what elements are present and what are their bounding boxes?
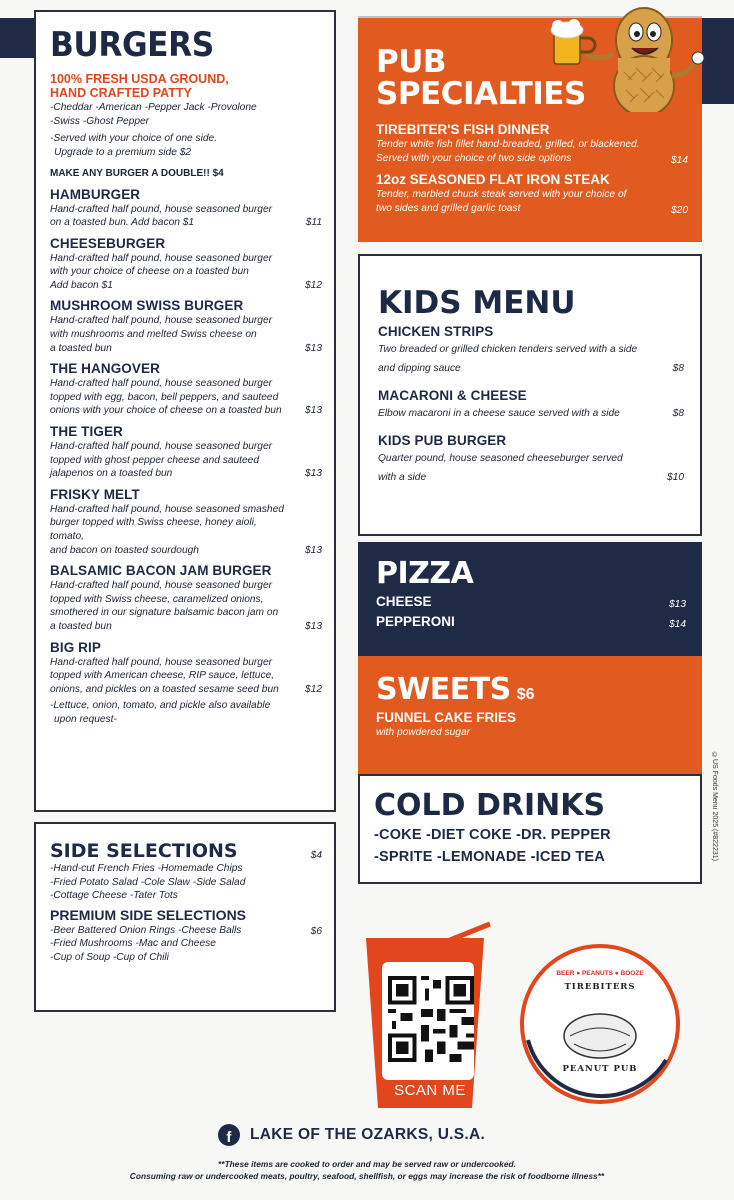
pizza-item-price: $14 <box>669 619 686 630</box>
burgers-subtitle-line2: HAND CRAFTED PATTY <box>50 86 192 100</box>
kids-item-description-line: with a side <box>378 472 427 483</box>
burger-item <box>50 640 322 697</box>
pub-item-description-line: Served with your choice of two side options <box>376 153 572 164</box>
burger-item <box>50 563 322 633</box>
pub-items-list <box>376 122 688 216</box>
kids-item-description <box>378 340 684 378</box>
burger-description-line: a toasted bun <box>50 620 112 632</box>
burger-item <box>50 487 322 557</box>
burgers-subtitle-line1: 100% FRESH USDA GROUND, <box>50 72 229 86</box>
kids-item <box>378 324 684 378</box>
funnel-cake-fries: FUNNEL CAKE FRIES <box>376 710 517 725</box>
burger-description-line: Hand-crafted half pound, house seasoned burger <box>50 378 273 390</box>
burgers-panel <box>34 10 336 812</box>
side-line: -Fried Potato Salad -Cole Slaw -Side Salad <box>50 876 246 888</box>
sides-panel <box>34 822 336 1012</box>
burger-price: $13 <box>305 544 322 556</box>
burger-price: $13 <box>305 405 322 417</box>
pizza-title: PIZZA <box>376 556 474 591</box>
cold-drinks-panel <box>358 774 702 884</box>
burger-name: BALSAMIC BACON JAM BURGER <box>50 563 272 579</box>
cheese-options <box>50 101 322 128</box>
burger-description-line: Hand-crafted half pound, house seasoned burger <box>50 656 273 668</box>
big-rip-note <box>50 699 322 726</box>
burger-description-line: topped with egg, bacon, bell peppers, and sauteed <box>50 391 279 403</box>
kids-menu-title: KIDS MENU <box>378 285 576 321</box>
burger-description-line: onions with your choice of cheese on a toasted bun <box>50 405 282 417</box>
burger-name: THE TIGER <box>50 424 123 440</box>
pub-item-description-line: two sides and grilled garlic toast <box>376 203 521 214</box>
kids-item <box>378 388 684 423</box>
pizza-item <box>376 594 686 610</box>
pizza-panel <box>358 542 702 656</box>
side-selections-price: $4 <box>310 850 322 861</box>
burger-description <box>50 503 322 557</box>
kids-item-description <box>378 449 684 487</box>
burger-description-line: and bacon on toasted sourdough <box>50 544 199 556</box>
kids-item-description-line: Elbow macaroni in a cheese sauce served with a side <box>378 408 620 419</box>
pizza-item-name: PEPPERONI <box>376 614 455 629</box>
facebook-icon[interactable]: f <box>218 1124 240 1146</box>
kids-items-list <box>378 324 684 487</box>
pizza-item-price: $13 <box>669 599 686 610</box>
pub-item-description-line: Tender, marbled chuck steak served with your choice of <box>376 189 627 200</box>
burger-name: MUSHROOM SWISS BURGER <box>50 298 244 314</box>
burgers-subtitle <box>50 72 322 100</box>
premium-sides-title: PREMIUM SIDE SELECTIONS <box>50 906 247 923</box>
burger-description-line: a toasted bun <box>50 342 112 354</box>
pizza-item <box>376 614 686 630</box>
kids-item-name: CHICKEN STRIPS <box>378 324 494 339</box>
kids-item-price: $8 <box>672 363 684 374</box>
burgers-title: BURGERS <box>50 25 214 65</box>
logo-tagline: BEER ● PEANUTS ● BOOZE <box>556 970 644 977</box>
cheese-options-line1: -Cheddar -American -Pepper Jack -Provolone <box>50 102 257 113</box>
burger-name: FRISKY MELT <box>50 486 140 502</box>
disclaimer-line1: **These items are cooked to order and may be served raw or undercooked. <box>218 1159 516 1169</box>
burger-description-line: Hand-crafted half pound, house seasoned burger <box>50 315 273 327</box>
logo-name: TIREBITERS <box>564 982 636 992</box>
cheese-options-line2: -Swiss -Ghost Pepper <box>50 115 150 127</box>
kids-item-description-line: and dipping sauce <box>378 363 461 374</box>
logo-peanut-pub: PEANUT PUB <box>562 1064 638 1074</box>
qr-code[interactable] <box>388 976 474 1062</box>
pizza-items-list <box>376 594 686 630</box>
left-navy-strip <box>0 18 34 58</box>
drinks-line2: -SPRITE -LEMONADE -ICED TEA <box>374 849 605 865</box>
kids-item-name: MACARONI & CHEESE <box>378 388 527 403</box>
big-rip-note-line2: upon request- <box>54 713 117 725</box>
burger-description <box>50 579 322 633</box>
burger-description-line: smothered in our signature balsamic bacon jam on <box>50 607 279 619</box>
side-note-line2: Upgrade to a premium side $2 <box>54 146 192 158</box>
burger-name: CHEESEBURGER <box>50 235 166 251</box>
burger-item <box>50 187 322 230</box>
pub-item-name: TIREBITER'S FISH DINNER <box>376 122 550 137</box>
burger-item <box>50 424 322 481</box>
burger-price: $12 <box>305 683 322 695</box>
kids-item-price: $8 <box>672 408 684 419</box>
burger-item <box>50 298 322 355</box>
burger-price: $12 <box>305 279 322 291</box>
pub-item-description <box>376 188 688 216</box>
peanut-mascot-icon <box>540 2 720 112</box>
burger-description <box>50 377 322 418</box>
side-note <box>50 132 322 159</box>
burger-description <box>50 203 322 230</box>
kids-item <box>378 433 684 487</box>
burger-description-line: with mushrooms and melted Swiss cheese on <box>50 329 257 341</box>
burger-name: HAMBURGER <box>50 186 141 202</box>
burger-price: $11 <box>305 217 322 229</box>
location-line <box>218 1124 518 1146</box>
burger-description <box>50 440 322 481</box>
pub-title-line1: PUB <box>376 44 447 80</box>
location-text: LAKE OF THE OZARKS, U.S.A. <box>250 1126 486 1143</box>
burger-description-line: on a toasted bun. Add bacon $1 <box>50 217 195 229</box>
double-note: MAKE ANY BURGER A DOUBLE!! $4 <box>50 168 224 179</box>
drinks-line1: -COKE -DIET COKE -DR. PEPPER <box>374 827 611 843</box>
cold-drinks-title: COLD DRINKS <box>374 788 606 823</box>
premium-sides-list <box>50 924 322 965</box>
side-line: -Cottage Cheese -Tater Tots <box>50 890 178 901</box>
kids-item-name: KIDS PUB BURGER <box>378 433 507 448</box>
burger-description-line: Add bacon $1 <box>50 279 113 291</box>
side-selections-title: SIDE SELECTIONS <box>50 840 238 862</box>
burger-description-line: Hand-crafted half pound, house seasoned burger <box>50 203 273 215</box>
premium-side-line: -Cup of Soup -Cup of Chili <box>50 951 169 963</box>
side-note-line1: -Served with your choice of one side. <box>50 133 218 144</box>
sweets-panel <box>358 656 702 774</box>
pub-item-price: $20 <box>671 205 688 216</box>
sweets-title: SWEETS <box>376 672 511 707</box>
kids-menu-panel <box>358 254 702 536</box>
burger-description-line: jalapenos on a toasted bun <box>50 468 173 480</box>
burger-description-line: burger topped with Swiss cheese, honey aioli, tomato, <box>50 517 257 542</box>
burger-description-line: topped with ghost pepper cheese and sauteed <box>50 454 260 466</box>
big-rip-note-line1: -Lettuce, onion, tomato, and pickle also available <box>50 700 271 712</box>
pub-item-price: $14 <box>671 155 688 166</box>
burger-name: BIG RIP <box>50 639 101 655</box>
scan-me-label: SCAN ME <box>394 1082 466 1099</box>
premium-sides-price: $6 <box>310 926 322 937</box>
pub-item <box>376 122 688 166</box>
disclaimer <box>60 1158 674 1182</box>
premium-side-line: -Beer Battered Onion Rings -Cheese Balls <box>50 924 242 936</box>
side-line: -Hand-cut French Fries -Homemade Chips <box>50 863 243 874</box>
burger-price: $13 <box>305 468 322 480</box>
sweets-price: $6 <box>516 686 535 703</box>
burger-description <box>50 314 322 355</box>
kids-item-description-line: Quarter pound, house seasoned cheeseburger served <box>378 453 623 464</box>
pub-item-description <box>376 138 688 166</box>
burger-item <box>50 236 322 293</box>
kids-item-description <box>378 404 684 423</box>
burger-description-line: Hand-crafted half pound, house seasoned burger <box>50 441 273 453</box>
burger-item <box>50 361 322 418</box>
burger-description-line: onions, and pickles on a toasted sesame seed bun <box>50 683 279 695</box>
pub-item <box>376 172 688 216</box>
funnel-cake-desc: with powdered sugar <box>376 727 471 738</box>
kids-item-description-line: Two breaded or grilled chicken tenders served with a side <box>378 344 638 355</box>
burger-description <box>50 656 322 697</box>
pub-item-name: 12oz SEASONED FLAT IRON STEAK <box>376 172 610 187</box>
tirebiters-logo-icon <box>516 940 684 1108</box>
burger-description-line: Hand-crafted half pound, house seasoned smashed <box>50 503 284 515</box>
disclaimer-line2: Consuming raw or undercooked meats, poultry, seafood, shellfish, or eggs may increase the risk of foodborne illness** <box>129 1171 605 1181</box>
pub-item-description-line: Tender white fish fillet hand-breaded, grilled, or blackened. <box>376 139 640 150</box>
premium-side-line: -Fried Mushrooms -Mac and Cheese <box>50 938 216 949</box>
burger-description-line: topped with American cheese, RIP sauce, lettuce, <box>50 670 275 682</box>
burger-description-line: topped with Swiss cheese, caramelized onions, <box>50 593 264 605</box>
pub-title-line2: SPECIALTIES <box>376 76 586 112</box>
burger-price: $13 <box>305 342 322 354</box>
burger-description-line: with your choice of cheese on a toasted bun <box>50 266 249 278</box>
burger-name: THE HANGOVER <box>50 361 160 377</box>
kids-item-price: $10 <box>667 472 684 483</box>
burger-description-line: Hand-crafted half pound, house seasoned burger <box>50 580 273 592</box>
burger-description-line: Hand-crafted half pound, house seasoned burger <box>50 252 273 264</box>
side-selections-list <box>50 862 322 903</box>
copyright-note: ©US Foods Menu 2025 (#822231) <box>711 752 718 861</box>
pizza-item-name: CHEESE <box>376 594 432 609</box>
burger-price: $13 <box>305 620 322 632</box>
burger-items-list <box>50 187 322 697</box>
burger-description <box>50 252 322 293</box>
